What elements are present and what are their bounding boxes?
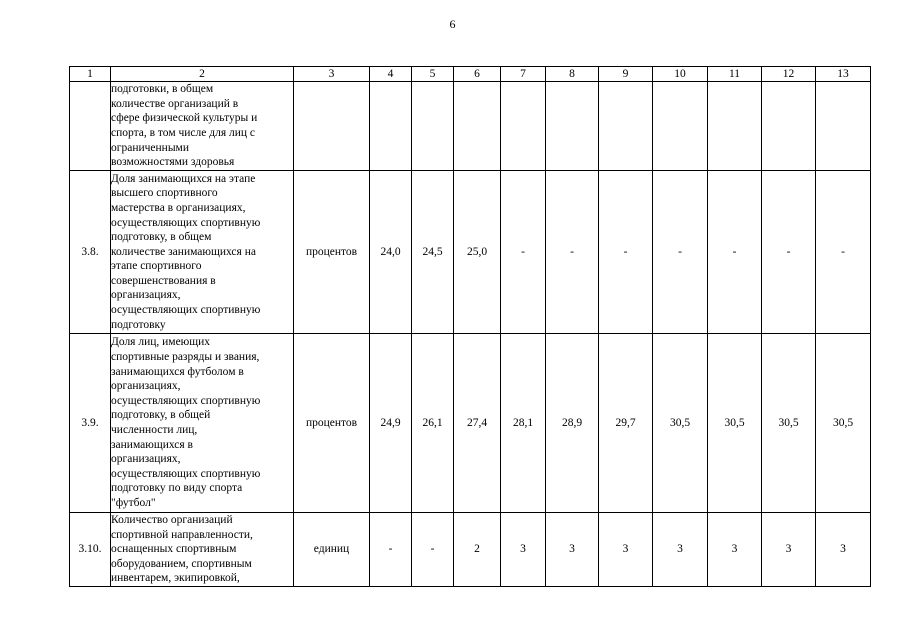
table-row: [70, 171, 871, 334]
row-number: 3.9.: [70, 334, 111, 513]
value-cell: 24,0: [370, 171, 412, 334]
column-number: 10: [653, 67, 708, 82]
value-cell: 3: [816, 513, 871, 587]
indicator-name: Доля занимающихся на этапе высшего спортивного мастерства в организациях, осуществляющих спортивную подготовку, в общем количестве занимающихся на этапе спортивного совершенствования в организациях, осуществляющих спортивную подготовку: [111, 172, 261, 331]
table-row: [70, 82, 871, 171]
value-cell: 30,5: [708, 334, 762, 513]
value-cell: [599, 82, 653, 171]
value-cell: 24,9: [370, 334, 412, 513]
value-cell: 3: [762, 513, 816, 587]
indicator-name-cell: [111, 513, 294, 587]
indicator-name-cell: [111, 334, 294, 513]
value-cell: 30,5: [762, 334, 816, 513]
value-cell: -: [816, 171, 871, 334]
value-cell: 24,5: [412, 171, 454, 334]
column-number: 8: [546, 67, 599, 82]
column-number: 9: [599, 67, 653, 82]
unit-cell: [294, 82, 370, 171]
unit-cell: единиц: [294, 513, 370, 587]
indicator-name-cell: [111, 82, 294, 171]
value-cell: -: [708, 171, 762, 334]
column-number: 1: [70, 67, 111, 82]
indicator-name: Количество организаций спортивной направленности, оснащенных спортивным оборудованием, спортивным инвентарем, экипировкой,: [111, 514, 253, 585]
column-number: 4: [370, 67, 412, 82]
unit-cell: процентов: [294, 334, 370, 513]
table-row: [70, 334, 871, 513]
table-row: [70, 513, 871, 587]
value-cell: 28,9: [546, 334, 599, 513]
value-cell: 28,1: [501, 334, 546, 513]
row-number: 3.8.: [70, 171, 111, 334]
value-cell: 3: [653, 513, 708, 587]
value-cell: 3: [599, 513, 653, 587]
value-cell: -: [501, 171, 546, 334]
value-cell: 3: [546, 513, 599, 587]
value-cell: 26,1: [412, 334, 454, 513]
column-number: 5: [412, 67, 454, 82]
value-cell: 3: [708, 513, 762, 587]
value-cell: [546, 82, 599, 171]
value-cell: 27,4: [454, 334, 501, 513]
value-cell: [501, 82, 546, 171]
value-cell: [708, 82, 762, 171]
indicator-name: Доля лиц, имеющих спортивные разряды и звания, занимающихся футболом в организациях, осуществляющих спортивную подготовку, в общей численности лиц, занимающихся в организациях, осуществляющих спортивную подготовку по виду спорта "футбол": [111, 336, 261, 509]
value-cell: -: [412, 513, 454, 587]
column-number: 11: [708, 67, 762, 82]
value-cell: [816, 82, 871, 171]
column-number: 7: [501, 67, 546, 82]
page-number: 6: [449, 17, 456, 31]
row-number: [70, 82, 111, 171]
column-number: 12: [762, 67, 816, 82]
value-cell: [454, 82, 501, 171]
value-cell: 30,5: [816, 334, 871, 513]
value-cell: 30,5: [653, 334, 708, 513]
indicator-name-cell: [111, 171, 294, 334]
value-cell: 25,0: [454, 171, 501, 334]
column-number-row: [70, 67, 871, 82]
row-number: 3.10.: [70, 513, 111, 587]
column-number: 3: [294, 67, 370, 82]
value-cell: -: [653, 171, 708, 334]
value-cell: 29,7: [599, 334, 653, 513]
unit-cell: процентов: [294, 171, 370, 334]
value-cell: [653, 82, 708, 171]
column-number: 2: [111, 67, 294, 82]
column-number: 13: [816, 67, 871, 82]
value-cell: [762, 82, 816, 171]
value-cell: 2: [454, 513, 501, 587]
value-cell: -: [546, 171, 599, 334]
value-cell: [412, 82, 454, 171]
indicator-name: подготовки, в общем количестве организаций в сфере физической культуры и спорта, в том числе для лиц с ограниченными возможностями здоровья: [111, 83, 258, 169]
value-cell: -: [370, 513, 412, 587]
column-number: 6: [454, 67, 501, 82]
value-cell: -: [762, 171, 816, 334]
indicator-table: [69, 66, 871, 587]
value-cell: -: [599, 171, 653, 334]
value-cell: [370, 82, 412, 171]
value-cell: 3: [501, 513, 546, 587]
